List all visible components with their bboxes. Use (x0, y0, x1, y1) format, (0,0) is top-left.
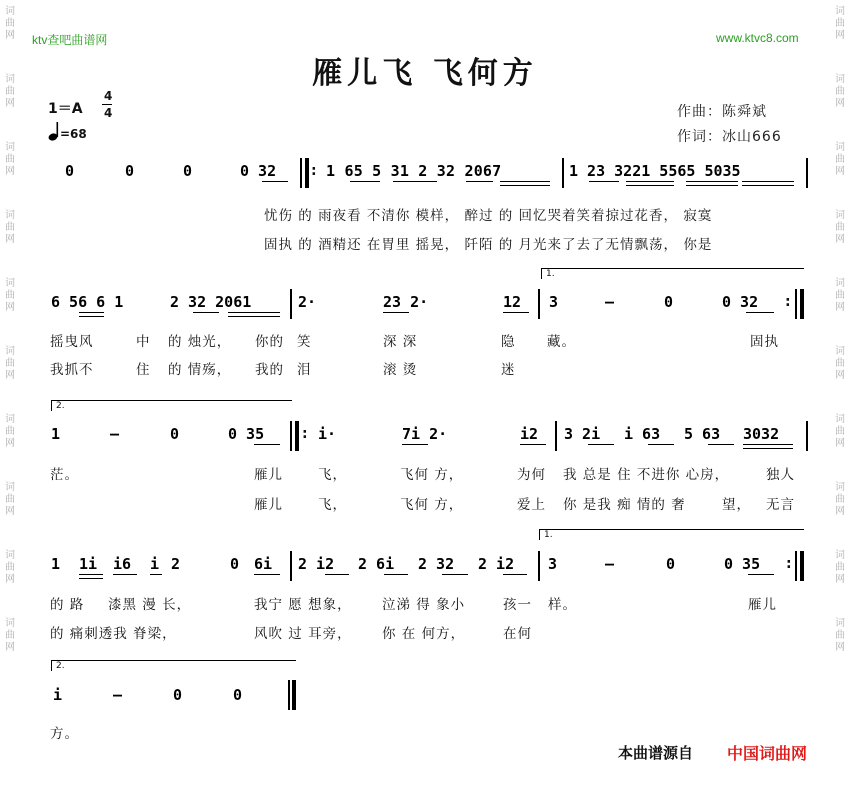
repeat-dots: : (302, 426, 308, 442)
underline (228, 312, 280, 313)
underline (648, 444, 674, 445)
lyric: 迷 (501, 362, 516, 378)
lyric: 在何 (503, 626, 532, 642)
note-group: 12 (503, 293, 522, 311)
note-group: 0 32 (240, 162, 277, 180)
lyric: 我宁 愿 想象， (254, 597, 352, 613)
volta-bracket: 2. (51, 400, 292, 411)
tempo-value: =68 (60, 127, 87, 141)
repeat-dots: : (311, 163, 317, 179)
underline (383, 312, 409, 313)
key-signature: 1＝A (48, 101, 83, 117)
underline (193, 312, 219, 313)
underline (626, 181, 674, 182)
time-signature-top: 4 (104, 89, 113, 103)
note-group: 2 32 2061 (170, 293, 252, 311)
note-group: 0 (170, 425, 180, 443)
note: i (150, 555, 160, 573)
repeat-dots: : (785, 294, 791, 310)
song-title: 雁儿飞 飞何方 (312, 56, 538, 91)
volta-bracket: 1. (539, 529, 804, 540)
repeat-dots: : (786, 556, 792, 572)
lyrics-line: 忧伤 的 雨夜看 不清你 模样， 醉过 的 回忆哭着笑着掠过花香， 寂寞 (264, 208, 713, 224)
underline (79, 312, 104, 313)
barline (300, 158, 302, 188)
note-group: 2 32 (418, 555, 455, 573)
barline (795, 289, 797, 319)
underline (228, 316, 280, 317)
underline (748, 574, 774, 575)
note: 0 (230, 555, 240, 573)
note-group: 7i 2· (402, 425, 448, 443)
lyric: 泣涕 得 象小 (382, 597, 466, 613)
time-signature-line (102, 104, 112, 105)
note: 2 (171, 555, 181, 573)
note-group: 3 2i (564, 425, 601, 443)
lyric: 你 是我 痴 情的 奢 (563, 497, 686, 513)
note-group: – (605, 293, 615, 311)
underline (150, 574, 162, 575)
underline (79, 578, 103, 579)
note-group: 1 (51, 425, 61, 443)
note-group: – (110, 425, 120, 443)
barline (290, 289, 292, 319)
lyric: 我抓不 (50, 362, 94, 378)
time-signature-bottom: 4 (104, 106, 113, 120)
watermark-right: 词 曲 网 词 曲 网 词 曲 网 词 曲 网 词 曲 网 词 曲 网 词 曲 网 词 曲 网 词 曲 网 词 曲 网 (835, 6, 845, 653)
lyric: 我 总是 住 不进你 心房， (563, 467, 730, 483)
lyric: 飞， (318, 497, 347, 513)
underline (254, 574, 280, 575)
note-group: 2 6i (358, 555, 395, 573)
lyric: 方。 (50, 726, 79, 742)
lyric: 飞何 方， (400, 467, 464, 483)
lyric: 漆黑 漫 长， (108, 597, 192, 613)
lyric: 的 路 (50, 597, 85, 613)
final-barline-thick (292, 680, 296, 710)
barline (538, 551, 540, 581)
underline (402, 444, 428, 445)
note-group: i2 (520, 425, 539, 443)
note-group: i6 (113, 555, 132, 573)
note-group: 6i (254, 555, 273, 573)
lyric: 的 痛刺透我 脊梁， (50, 626, 177, 642)
underline (742, 185, 794, 186)
note-group: 0 (125, 162, 135, 180)
quarter-note-icon (48, 120, 60, 146)
lyric: 固执 (750, 334, 779, 350)
lyric: 我的 (255, 362, 284, 378)
underline (466, 181, 493, 182)
barline (795, 551, 797, 581)
lyric: 笑 (297, 334, 312, 350)
lyric: 你的 (255, 334, 284, 350)
source-site-link[interactable]: 中国词曲网 (727, 744, 808, 763)
watermark-left: 词 曲 网 词 曲 网 词 曲 网 词 曲 网 词 曲 网 词 曲 网 词 曲 网 词 曲 网 词 曲 网 词 曲 网 (5, 6, 15, 653)
underline (686, 181, 738, 182)
note-group: i 63 (624, 425, 661, 443)
note-group: 23 2· (383, 293, 429, 311)
underline (503, 574, 527, 575)
note: – (605, 555, 615, 573)
underline (742, 181, 794, 182)
note-group: 1i (79, 555, 98, 573)
underline (743, 448, 793, 449)
note-group: 0 32 (722, 293, 759, 311)
note: 0 (666, 555, 676, 573)
underline (113, 574, 137, 575)
lyric: 望， (722, 497, 751, 513)
lyric: 中 (136, 334, 151, 350)
underline (503, 312, 529, 313)
note: i (53, 686, 63, 704)
lyric: 雁儿 (748, 597, 777, 613)
underline (393, 181, 437, 182)
note-group: 0 35 (724, 555, 761, 573)
lyric: 茫。 (50, 467, 79, 483)
underline (79, 316, 104, 317)
lyric: 深 深 (383, 334, 418, 350)
underline (500, 185, 550, 186)
underline (743, 444, 793, 445)
barline (290, 421, 292, 451)
repeat-start-bar (295, 421, 299, 451)
barline (290, 551, 292, 581)
note-group: 0 (65, 162, 75, 180)
lyric: 隐 (501, 334, 516, 350)
underline (746, 312, 774, 313)
lyric: 孩一 (503, 597, 532, 613)
note-group: 6 56 6 1 (51, 293, 124, 311)
lyric: 风吹 过 耳旁， (254, 626, 352, 642)
volta-bracket: 1. (541, 268, 804, 279)
barline (806, 158, 808, 188)
underline (686, 185, 738, 186)
repeat-start-bar (305, 158, 309, 188)
lyrics-line: 固执 的 酒精还 在胃里 摇晃， 阡陌 的 月光来了去了无情飘荡， 你是 (264, 237, 713, 253)
lyric: 飞， (318, 467, 347, 483)
note-group: 0 35 (228, 425, 265, 443)
lyric: 独人 (766, 467, 795, 483)
underline (500, 181, 550, 182)
underline (589, 181, 619, 182)
underline (442, 574, 468, 575)
barline (555, 421, 557, 451)
note-group: 3032 (743, 425, 780, 443)
underline (520, 444, 546, 445)
repeat-end-bar (800, 551, 804, 581)
source-label: 本曲谱源自 (618, 744, 694, 762)
underline (262, 181, 288, 182)
underline (79, 574, 103, 575)
barline (562, 158, 564, 188)
note-group: 1 23 3221 5565 5035 (569, 162, 741, 180)
lyricist: 作词：冰山666 (677, 129, 782, 145)
lyric: 住 (136, 362, 151, 378)
underline (626, 185, 674, 186)
composer: 作曲：陈舜斌 (677, 104, 767, 120)
lyric: 的 情殇， (168, 362, 232, 378)
lyric: 无言 (766, 497, 795, 513)
note: 0 (173, 686, 183, 704)
underline (325, 574, 349, 575)
note-group: 0 (183, 162, 193, 180)
underline (350, 181, 380, 182)
underline (254, 444, 280, 445)
underline (384, 574, 408, 575)
note: 1 (51, 555, 61, 573)
barline (806, 421, 808, 451)
final-barline-thin (288, 680, 290, 710)
lyric: 爱上 (517, 497, 546, 513)
lyric: 雁儿 (254, 467, 283, 483)
underline (708, 444, 734, 445)
lyric: 滚 烫 (383, 362, 418, 378)
lyric: 泪 (297, 362, 312, 378)
note: – (113, 686, 123, 704)
lyric: 为何 (517, 467, 546, 483)
lyric: 的 烛光， (168, 334, 232, 350)
lyric: 藏。 (547, 334, 576, 350)
note: 0 (233, 686, 243, 704)
lyric: 样。 (548, 597, 577, 613)
note-group: 2 i2 (298, 555, 335, 573)
lyric: 飞何 方， (400, 497, 464, 513)
lyric: 雁儿 (254, 497, 283, 513)
note-group: 1 65 5 31 2 32 2067 (326, 162, 502, 180)
site-url-right[interactable]: www.ktvc8.com (716, 31, 799, 45)
note-group: 2 i2 (478, 555, 515, 573)
note-group: 3 (549, 293, 559, 311)
lyric: 摇曳风 (50, 334, 94, 350)
barline (538, 289, 540, 319)
site-name-left[interactable]: ktv查吧曲谱网 (32, 33, 108, 47)
volta-bracket: 2. (51, 660, 296, 671)
note-group: i· (318, 425, 337, 443)
note: 3 (548, 555, 558, 573)
note-group: 5 63 (684, 425, 721, 443)
underline (588, 444, 614, 445)
lyric: 你 在 何方， (382, 626, 466, 642)
note-group: 0 (664, 293, 674, 311)
note-group: 2· (298, 293, 317, 311)
repeat-end-bar (800, 289, 804, 319)
